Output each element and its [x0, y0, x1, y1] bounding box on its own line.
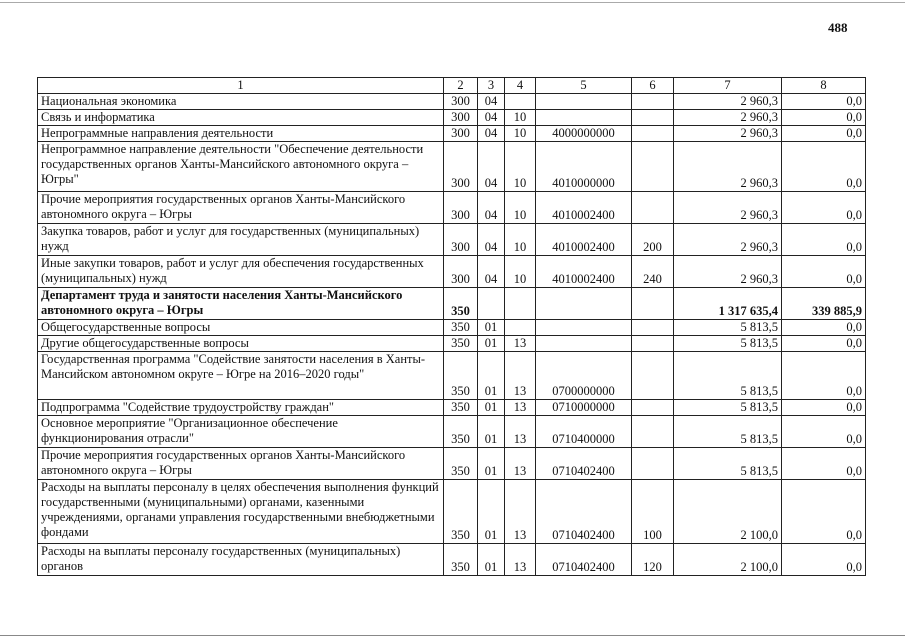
code-section: 01 — [478, 416, 505, 448]
table-row — [38, 320, 866, 336]
code-section: 01 — [478, 336, 505, 352]
code-ministry: 300 — [444, 192, 478, 224]
code-section: 04 — [478, 192, 505, 224]
code-target-article: 4010002400 — [536, 192, 632, 224]
amount-value: 2 960,3 — [674, 94, 782, 110]
code-section: 01 — [478, 400, 505, 416]
row-name: Иные закупки товаров, работ и услуг для обеспечения государственных (муниципальных) нужд — [38, 256, 444, 288]
amount-subvention: 0,0 — [782, 480, 866, 544]
code-target-article: 4010002400 — [536, 224, 632, 256]
table-row — [38, 480, 866, 544]
code-target-article — [536, 336, 632, 352]
code-target-article: 0710400000 — [536, 416, 632, 448]
table-row — [38, 336, 866, 352]
code-section: 01 — [478, 480, 505, 544]
code-ministry: 350 — [444, 352, 478, 400]
code-target-article: 0710000000 — [536, 400, 632, 416]
code-expense-type — [632, 142, 674, 192]
table-row — [38, 94, 866, 110]
amount-value: 2 960,3 — [674, 192, 782, 224]
code-target-article: 0700000000 — [536, 352, 632, 400]
amount-value: 2 960,3 — [674, 126, 782, 142]
table-row — [38, 224, 866, 256]
column-header: 6 — [632, 78, 674, 94]
code-section: 04 — [478, 126, 505, 142]
code-subsection: 13 — [505, 416, 536, 448]
amount-value: 5 813,5 — [674, 448, 782, 480]
row-name: Прочие мероприятия государственных органов Ханты-Мансийского автономного округа – Югры — [38, 192, 444, 224]
code-subsection: 10 — [505, 224, 536, 256]
code-subsection: 13 — [505, 352, 536, 400]
code-target-article: 4010000000 — [536, 142, 632, 192]
amount-subvention: 0,0 — [782, 544, 866, 576]
table-row — [38, 126, 866, 142]
table-row — [38, 416, 866, 448]
code-target-article: 4010002400 — [536, 256, 632, 288]
amount-value: 2 960,3 — [674, 110, 782, 126]
code-ministry: 350 — [444, 320, 478, 336]
code-subsection: 10 — [505, 126, 536, 142]
column-header: 3 — [478, 78, 505, 94]
table-row — [38, 400, 866, 416]
code-section — [478, 288, 505, 320]
column-header: 7 — [674, 78, 782, 94]
code-ministry: 300 — [444, 94, 478, 110]
code-target-article — [536, 94, 632, 110]
code-target-article: 0710402400 — [536, 448, 632, 480]
table-row — [38, 544, 866, 576]
amount-subvention: 0,0 — [782, 142, 866, 192]
code-expense-type: 100 — [632, 480, 674, 544]
code-target-article — [536, 110, 632, 126]
row-name: Государственная программа "Содействие занятости населения в Ханты-Мансийском автономном округе – Югре на 2016–2020 годы" — [38, 352, 444, 400]
row-name: Закупка товаров, работ и услуг для государственных (муниципальных) нужд — [38, 224, 444, 256]
row-name: Основное мероприятие "Организационное обеспечение функционирования отрасли" — [38, 416, 444, 448]
code-target-article — [536, 320, 632, 336]
table-row — [38, 448, 866, 480]
row-name: Департамент труда и занятости населения Ханты-Мансийского автономного округа – Югры — [38, 288, 444, 320]
code-section: 01 — [478, 320, 505, 336]
page-number: 488 — [828, 20, 848, 35]
amount-value: 5 813,5 — [674, 352, 782, 400]
table-row — [38, 192, 866, 224]
amount-subvention: 0,0 — [782, 110, 866, 126]
amount-value: 2 100,0 — [674, 544, 782, 576]
code-ministry: 300 — [444, 126, 478, 142]
row-name: Подпрограмма "Содействие трудоустройству граждан" — [38, 400, 444, 416]
code-subsection — [505, 320, 536, 336]
code-subsection: 13 — [505, 544, 536, 576]
code-section: 01 — [478, 352, 505, 400]
amount-value: 2 960,3 — [674, 224, 782, 256]
table-row — [38, 288, 866, 320]
code-expense-type — [632, 94, 674, 110]
code-subsection — [505, 288, 536, 320]
amount-subvention: 0,0 — [782, 126, 866, 142]
table-row — [38, 352, 866, 400]
budget-table — [37, 77, 866, 576]
amount-subvention: 0,0 — [782, 94, 866, 110]
code-expense-type — [632, 400, 674, 416]
amount-subvention: 0,0 — [782, 352, 866, 400]
code-ministry: 300 — [444, 256, 478, 288]
code-section: 01 — [478, 544, 505, 576]
column-header: 2 — [444, 78, 478, 94]
code-target-article — [536, 288, 632, 320]
code-expense-type — [632, 110, 674, 126]
scan-top-edge — [0, 2, 905, 3]
amount-value: 5 813,5 — [674, 320, 782, 336]
code-ministry: 350 — [444, 416, 478, 448]
scan-bottom-edge — [0, 635, 905, 636]
row-name: Непрограммное направление деятельности "Обеспечение деятельности государственных органов Ханты-Мансийского автономного округа – Югры" — [38, 142, 444, 192]
amount-subvention: 0,0 — [782, 320, 866, 336]
table-row — [38, 110, 866, 126]
code-subsection: 13 — [505, 336, 536, 352]
amount-subvention: 0,0 — [782, 416, 866, 448]
code-ministry: 300 — [444, 110, 478, 126]
column-header: 4 — [505, 78, 536, 94]
code-subsection: 13 — [505, 480, 536, 544]
code-section: 01 — [478, 448, 505, 480]
code-section: 04 — [478, 224, 505, 256]
code-subsection: 13 — [505, 448, 536, 480]
header-row — [38, 78, 866, 94]
code-ministry: 350 — [444, 544, 478, 576]
amount-value: 2 960,3 — [674, 256, 782, 288]
column-header: 8 — [782, 78, 866, 94]
row-name: Общегосударственные вопросы — [38, 320, 444, 336]
code-expense-type — [632, 448, 674, 480]
code-expense-type: 200 — [632, 224, 674, 256]
row-name: Прочие мероприятия государственных органов Ханты-Мансийского автономного округа – Югры — [38, 448, 444, 480]
code-section: 04 — [478, 256, 505, 288]
code-ministry: 350 — [444, 480, 478, 544]
code-subsection: 10 — [505, 256, 536, 288]
code-ministry: 350 — [444, 288, 478, 320]
amount-value: 5 813,5 — [674, 416, 782, 448]
code-section: 04 — [478, 110, 505, 126]
code-ministry: 350 — [444, 448, 478, 480]
amount-subvention: 0,0 — [782, 336, 866, 352]
code-expense-type: 240 — [632, 256, 674, 288]
amount-value: 5 813,5 — [674, 336, 782, 352]
amount-value: 5 813,5 — [674, 400, 782, 416]
code-subsection: 13 — [505, 400, 536, 416]
code-expense-type — [632, 416, 674, 448]
code-expense-type — [632, 352, 674, 400]
column-header: 5 — [536, 78, 632, 94]
code-expense-type — [632, 192, 674, 224]
code-expense-type — [632, 336, 674, 352]
amount-value: 2 960,3 — [674, 142, 782, 192]
row-name: Расходы на выплаты персоналу в целях обеспечения выполнения функций государственными (муниципальными) органами, казенными учреждениями, органами управления государственными внебюджетными фондами — [38, 480, 444, 544]
row-name: Связь и информатика — [38, 110, 444, 126]
amount-value: 2 100,0 — [674, 480, 782, 544]
amount-subvention: 339 885,9 — [782, 288, 866, 320]
code-expense-type — [632, 288, 674, 320]
code-subsection — [505, 94, 536, 110]
amount-value: 1 317 635,4 — [674, 288, 782, 320]
code-ministry: 350 — [444, 400, 478, 416]
code-section: 04 — [478, 94, 505, 110]
amount-subvention: 0,0 — [782, 400, 866, 416]
code-target-article: 0710402400 — [536, 544, 632, 576]
amount-subvention: 0,0 — [782, 256, 866, 288]
code-subsection: 10 — [505, 142, 536, 192]
code-ministry: 350 — [444, 336, 478, 352]
code-subsection: 10 — [505, 192, 536, 224]
code-expense-type — [632, 126, 674, 142]
code-ministry: 300 — [444, 142, 478, 192]
amount-subvention: 0,0 — [782, 448, 866, 480]
code-target-article: 0710402400 — [536, 480, 632, 544]
table-row — [38, 142, 866, 192]
row-name: Другие общегосударственные вопросы — [38, 336, 444, 352]
code-subsection: 10 — [505, 110, 536, 126]
table-row — [38, 256, 866, 288]
row-name: Непрограммные направления деятельности — [38, 126, 444, 142]
amount-subvention: 0,0 — [782, 192, 866, 224]
amount-subvention: 0,0 — [782, 224, 866, 256]
row-name: Расходы на выплаты персоналу государственных (муниципальных) органов — [38, 544, 444, 576]
column-header: 1 — [38, 78, 444, 94]
code-ministry: 300 — [444, 224, 478, 256]
row-name: Национальная экономика — [38, 94, 444, 110]
code-expense-type: 120 — [632, 544, 674, 576]
code-target-article: 4000000000 — [536, 126, 632, 142]
code-expense-type — [632, 320, 674, 336]
code-section: 04 — [478, 142, 505, 192]
